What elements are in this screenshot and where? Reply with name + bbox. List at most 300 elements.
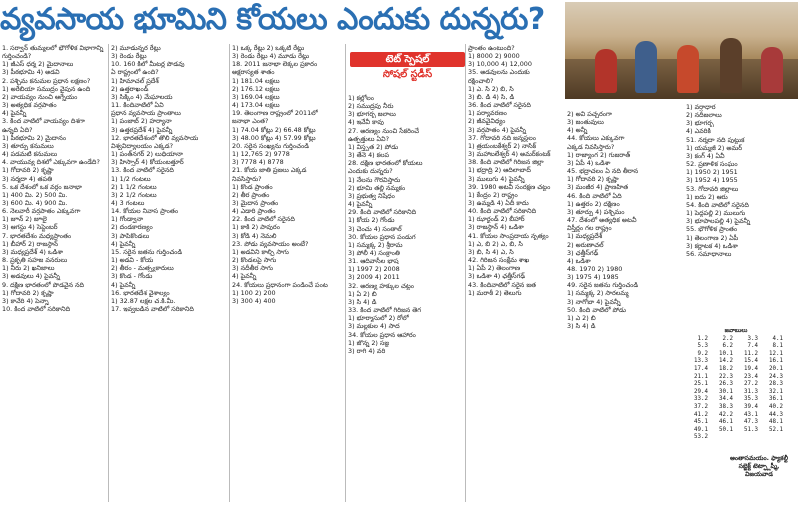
answer-row xyxy=(686,404,786,412)
question-line: 17. ఇవ్వబడిన వాటిలో సరికానిది xyxy=(111,305,194,313)
answer-cell: 41.2 xyxy=(694,411,708,418)
headline-text: వ్యవసాయ భూమిని కోయలు ఎందుకు దున్నరు? xyxy=(0,2,545,37)
question-line: 3) రాజస్థాన్ 4) ఒడిశా xyxy=(468,223,524,232)
answer-cell: 50.1 xyxy=(719,426,733,433)
question-line: 32. అరణ్య హక్కుల చట్టం xyxy=(348,281,415,290)
question-line: 1) పంత్‌నగర్ 2) లుధియానా xyxy=(111,150,183,159)
badge-line2: సోషల్ స్టడీస్ xyxy=(382,69,433,80)
photo-figure xyxy=(761,47,783,93)
answer-cell: 12.1 xyxy=(769,350,783,357)
question-line: 20. సరైన సంఖ్యను గుర్తించండి xyxy=(232,141,309,150)
answer-cell: 48.1 xyxy=(769,419,783,426)
question-line: రక్షించాలి? xyxy=(468,76,494,85)
question-line: 3) తేనె 4) కలప xyxy=(348,151,390,160)
question-line: 2) సముద్రపు నీరు xyxy=(348,102,394,111)
question-line: 1) ఏ 2) బి xyxy=(348,289,377,298)
answer-row xyxy=(686,434,786,442)
answer-row xyxy=(686,366,786,374)
question-line: 3) 300 4) 400 xyxy=(232,296,276,305)
question-line: 3. కింద వాటిలో వాయవ్యం దిశగా xyxy=(2,117,85,126)
question-line: 3) చెంచు 4) సంతాల్ xyxy=(348,224,402,233)
question-line: 1) గోదావరి 2) కృష్ణా xyxy=(2,166,54,175)
question-line: 49. సరైన జతను గుర్తించండి xyxy=(567,281,639,290)
question-line: 1) కాకి 2) పావురం xyxy=(232,223,280,232)
question-line: 55. భౌగోళిక ప్రాంతం xyxy=(686,225,738,234)
question-line: 3) ఛత్తీస్‌గఢ్ xyxy=(567,248,599,257)
question-line: ఎక్కడ నివసిస్తారు? xyxy=(567,142,615,151)
question-line: 3) భూగర్భ xyxy=(686,119,714,128)
answer-row xyxy=(686,343,786,351)
question-line: 1) ఎ, బి 2) ఎ, బి, సి xyxy=(468,239,523,248)
answer-cell: 26.3 xyxy=(719,381,733,388)
answer-row xyxy=(686,412,786,420)
question-line: 3) 2009 4) 2011 xyxy=(348,273,400,282)
credit-line: సబ్జెక్ట్ టెట్ఫ్లాష్మీ, xyxy=(738,463,780,470)
question-line: 3) 2 1/2 గంటలు xyxy=(111,190,157,199)
question-line: 3) రెండు రేట్లు xyxy=(111,52,147,61)
answer-cell: 2.2 xyxy=(722,335,733,342)
answer-cell: 22.3 xyxy=(719,373,733,380)
question-column-2 xyxy=(111,44,228,502)
question-line: 2) తీరం - మత్స్యకారులు xyxy=(111,264,174,273)
question-line: 4) పైవన్నీ xyxy=(111,239,136,248)
question-line: 36. కింద వాటిలో సరైనది xyxy=(468,101,531,110)
answer-cell: 29.4 xyxy=(694,388,708,395)
question-line: 24. కోయలు ప్రధానంగా పండించే పంట xyxy=(232,280,328,289)
question-line: 4) అన్నీ xyxy=(567,126,588,135)
question-line: 2) భూమి తల్లి నమ్మకం xyxy=(348,183,406,192)
question-line: 1) 100 2) 200 xyxy=(232,288,276,297)
question-line: 1) అరేబియా సముద్రం వైపున ఉంది xyxy=(2,84,91,93)
question-line: 46. కింది వాటిలో ఏది xyxy=(567,191,622,200)
question-line: 38. కింది వాటిలో గిరిజన జిల్లా xyxy=(468,158,544,167)
question-line: 3) తూర్పు కనుమలు xyxy=(2,141,54,150)
question-line: 3) తూర్పు 4) పశ్చిమం xyxy=(567,207,625,216)
question-line: 1) 181.04 లక్షలు xyxy=(232,76,280,85)
question-line: 41. కోయల సాంప్రదాయ నృత్యం xyxy=(468,231,549,240)
question-line: విశ్వవిద్యాలయం ఎక్కడ? xyxy=(111,141,174,150)
answer-cell: 47.3 xyxy=(744,419,758,426)
answer-cell: 8.1 xyxy=(772,343,783,350)
answer-row xyxy=(686,427,786,435)
question-line: 31. ఆదివాసీల భాష xyxy=(348,257,399,266)
question-line: 3) 600 మి. 4) 900 మి. xyxy=(2,198,68,207)
question-line: 19. తెలంగాణ రాష్ట్రంలో 2011లో xyxy=(232,109,318,118)
question-line: 1) భూర్మాసులో 2) రోలో xyxy=(348,314,409,323)
answer-cell: 25.1 xyxy=(694,381,708,388)
question-line: 3) కర్ణాటక 4) ఒడిశా xyxy=(686,241,738,250)
question-line: 7. భారతదేశం మధ్యప్రాంతం xyxy=(2,231,72,240)
question-line: 30. కోయల ప్రధాన పండుగ xyxy=(348,232,416,241)
question-line: 2. పశ్చిమ కనుమల ప్రధాన లక్షణం? xyxy=(2,76,91,85)
question-line: 47. దేశంలో అత్యధిక అటవీ xyxy=(567,216,637,225)
question-line: 1) నేలను గౌరవిస్తారు xyxy=(348,175,401,184)
answer-cell: 49.1 xyxy=(694,426,708,433)
answer-cell: 14.2 xyxy=(719,358,733,365)
author-credit xyxy=(720,455,798,479)
question-line: 3) బి, సి 4) ఎ, సి xyxy=(468,247,514,256)
question-line: 42. గిరిజన సంక్షేమ శాఖ xyxy=(468,256,530,265)
question-line: 1. సర్వాన్ తుమ్మలలో భౌగోళిక విభాగాన్ని xyxy=(2,44,104,52)
question-line: 2) జీవవైవిధ్యం xyxy=(468,117,506,126)
question-line: 50. కింది వాటిలో పోడు xyxy=(567,305,626,314)
question-line: 3) ఏపీ 4) ఒడిశా xyxy=(567,158,611,167)
answer-cell: 3.3 xyxy=(747,335,758,342)
question-line: 1) భద్రాద్రి 2) ఆదిలాబాద్ xyxy=(468,166,531,175)
question-line: 4) పైవన్నీ xyxy=(111,280,136,289)
question-line: 3) బి. డి 4) సి, డి xyxy=(468,92,515,101)
answer-row xyxy=(686,396,786,404)
question-line: 4) పడమటి కనుమలు xyxy=(2,150,58,159)
answer-cell: 38.3 xyxy=(719,403,733,410)
answer-cell: 23.4 xyxy=(744,373,758,380)
question-line: 40. కింది వాటిలో సరికానిది xyxy=(468,207,537,216)
photo-figure xyxy=(720,38,742,93)
answer-cell: 10.1 xyxy=(719,350,733,357)
question-line: 3) కోడి 4) నెమలి xyxy=(232,231,277,240)
answer-cell: 33.2 xyxy=(694,396,708,403)
answer-cell: 51.3 xyxy=(744,426,758,433)
question-line: 1) 74.04 కోట్లు 2) 66.48 కోట్లు xyxy=(232,125,316,134)
question-line: 3) ఉమ్మడి 4) ఏదీ కాదు xyxy=(468,198,529,207)
answer-table xyxy=(686,328,786,442)
question-line: 3) సిక్కిం 4) మేఘాలయ xyxy=(111,92,173,101)
question-line: 3) ఉత్తరప్రదేశ్ 4) పైవన్నీ xyxy=(111,125,173,134)
column-divider xyxy=(108,44,109,502)
question-line: 4. వాయువ్య దిశలో ఎక్కువగా ఉండేది? xyxy=(2,158,100,167)
question-line: 1) నీరు 2) ఖనిజాలు xyxy=(2,264,55,273)
column-divider xyxy=(229,44,230,502)
question-line: 2) అరుణాచల్ xyxy=(567,240,604,249)
question-line: 1) పెద్దపల్లి 2) ములుగు xyxy=(686,209,746,218)
question-line: 3) మధ్యప్రదేశ్ 4) ఒడిశా xyxy=(2,247,63,256)
answer-row xyxy=(686,419,786,427)
question-line: 1) రాజ్యాంగ 2) గుజరాత్ xyxy=(567,150,631,159)
question-line: 28. దక్షిణ భారతంలో కోయలు xyxy=(348,159,423,168)
answer-cell: 5.3 xyxy=(697,343,708,350)
answer-cell: 44.3 xyxy=(769,411,783,418)
answer-cell: 13.3 xyxy=(694,358,708,365)
question-line: 3) 1952 4) 1955 xyxy=(686,176,738,185)
answer-cell: 52.1 xyxy=(769,426,783,433)
question-line: 1) ఒక్క రేట్లు 2) ఒక్కటి రేట్లు xyxy=(232,44,305,52)
question-line: 1) విస్తృత 2) పోడు xyxy=(348,142,399,151)
answer-cell: 15.4 xyxy=(744,358,758,365)
question-line: 3) సి 4) డి xyxy=(348,297,377,306)
answer-cell: 27.2 xyxy=(744,381,758,388)
question-line: 3) రెండు రేట్లు 4) మూడు రేట్లు xyxy=(232,52,310,61)
answer-cell: 17.4 xyxy=(694,365,708,372)
question-line: 1) బీహార్ 2) రాజస్థాన్ xyxy=(2,239,59,248)
answer-cell: 45.1 xyxy=(694,419,708,426)
question-line: 45. భద్రాచలం ఏ నది తీరాన xyxy=(567,167,639,176)
answer-cell: 53.2 xyxy=(694,434,708,441)
answer-cell: 43.1 xyxy=(744,411,758,418)
question-line: 4) ఇవేవీ కావు xyxy=(348,118,384,127)
answer-cell: 40.2 xyxy=(769,403,783,410)
question-line: 1) 8000 2) 9000 xyxy=(468,52,520,61)
question-line: 3) అత్యధిక వర్షపాతం xyxy=(2,101,57,110)
question-line: 1) 32.87 లక్షల చ.కి.మీ. xyxy=(111,296,176,305)
question-line: 1) కోయ 2) గోండు xyxy=(348,216,395,225)
question-line: 1) ఏపీ 2) తెలంగాణ xyxy=(468,264,521,273)
answer-cell: 35.3 xyxy=(744,396,758,403)
question-line: 29. కింది వాటిలో సరికానిది xyxy=(348,208,417,217)
badge-line1: టెట్ స్పెషల్ xyxy=(350,52,465,67)
question-line: ఎందుకు దున్నరు? xyxy=(348,167,393,176)
question-line: 22. కింద వాటిలో సరైనది xyxy=(232,215,295,224)
question-line: 3) ఆగస్టు 4) సెప్టెంబర్ xyxy=(2,223,58,232)
question-line: 1) 1950 2) 1951 xyxy=(686,168,738,177)
question-line: 5. ఒక దేశంలో ఒక వర్గం జనాభా xyxy=(2,182,82,191)
question-line: 4) ఒడిశా xyxy=(567,256,591,265)
question-line: 3) భూగర్భ జలాలు xyxy=(348,110,396,119)
question-line: 3) పోలీ 4) సంక్రాంతి xyxy=(348,248,400,257)
answer-cell: 31.3 xyxy=(744,388,758,395)
answer-cell: 37.2 xyxy=(694,403,708,410)
question-line: జనాభా ఎంత? xyxy=(232,117,269,126)
question-column-1 xyxy=(2,44,107,502)
question-line: 1) అడవి - కోయ xyxy=(111,256,154,265)
question-line: 1) పంజాబ్ 2) హర్యానా xyxy=(111,117,172,126)
question-line: 3) అడవులు 4) పైవన్నీ xyxy=(2,272,60,281)
answer-cell: 9.2 xyxy=(697,350,708,357)
answer-cell: 6.2 xyxy=(722,343,733,350)
question-line: 13. కింద వాటిలో సరైనది xyxy=(111,166,174,175)
question-column-6 xyxy=(567,110,681,502)
answer-cell: 18.2 xyxy=(719,365,733,372)
question-line: 6. నెలవారీ వర్షపాతం ఎక్కువగా xyxy=(2,207,81,216)
question-line: 18. 2011 జనాభా లెక్కల ప్రకారం xyxy=(232,60,318,69)
answer-row xyxy=(686,358,786,366)
question-line: 4) 173.04 లక్షలు xyxy=(232,101,280,110)
question-line: 2) మూడున్నర రేట్లు xyxy=(111,44,161,52)
question-line: 3) హిస్సార్ 4) కోయంబత్తూర్ xyxy=(111,158,184,167)
credit-line: విజయవాడ xyxy=(745,471,773,478)
question-line: 2) నదీజలాలు xyxy=(686,111,722,120)
question-line: 1) సమ్మక్క 2) శ్రీరామ xyxy=(348,240,403,249)
question-line: అక్షరాస్యత శాతం xyxy=(232,68,275,77)
question-line: 4) ఎవరికి xyxy=(686,127,711,136)
question-line: 1) పీఠభూమి 2) మైదానం xyxy=(2,133,67,142)
question-line: 4) పైవన్నీ xyxy=(2,109,27,118)
question-line: 1) మధ్యప్రదేశ్ xyxy=(567,232,603,241)
question-column-4 xyxy=(348,94,464,502)
answer-cell: 16.1 xyxy=(769,358,783,365)
question-line: 34. కోయల ప్రధాన ఆహారం xyxy=(348,330,416,339)
question-line: 1) జీఎస్ ధర్మ 2) మైదానాలు xyxy=(2,60,74,69)
question-line: 11. కిందివాటిలో ఏవి xyxy=(111,101,164,110)
question-line: 1) 1997 2) 2008 xyxy=(348,265,400,274)
answer-cell: 21.1 xyxy=(694,373,708,380)
question-line: 56. సమాధానాలు xyxy=(686,249,732,258)
question-line: 2) 1 1/2 గంటలు xyxy=(111,182,157,191)
question-line: ప్రాంతం ఉంటుంది? xyxy=(468,44,515,52)
answer-row xyxy=(686,351,786,359)
answer-cell xyxy=(736,434,761,442)
answer-cell xyxy=(761,434,786,442)
question-line: 3) పాపికొండలు xyxy=(111,231,150,240)
question-line: 1) గోండ్వానా xyxy=(111,215,144,224)
question-column-3 xyxy=(232,44,344,502)
question-line: 3) ములుగు 4) పైవన్నీ xyxy=(468,174,525,183)
question-line: 33. కింద వాటిలో గిరిజన తెగ xyxy=(348,306,421,315)
answer-cell: 36.1 xyxy=(769,396,783,403)
answer-cell: 32.1 xyxy=(769,388,783,395)
answer-cell: 20.1 xyxy=(769,365,783,372)
answer-row xyxy=(686,374,786,382)
question-line: 3) పీఠభూమి 4) అడవి xyxy=(2,68,60,77)
answer-cell: 30.1 xyxy=(719,388,733,395)
answer-cell: 39.4 xyxy=(744,403,758,410)
answer-cell: 28.3 xyxy=(769,381,783,388)
question-line: 1) 12,765 2) 9778 xyxy=(232,150,290,159)
answer-table-title: జవాబులు xyxy=(724,328,748,334)
question-line: 1) ఝార్ఖండ్ 2) బీహార్ xyxy=(468,215,525,224)
question-line: 1) త్రయంబకేశ్వర్ 2) నాసిక్ xyxy=(468,141,537,150)
answer-cell: 1.2 xyxy=(697,335,708,342)
question-line: 37. గోదావరి నది జన్మస్థలం xyxy=(468,133,537,142)
question-line: గుర్తించండి? xyxy=(2,52,32,61)
question-line: 3) 10,000 4) 12,000 xyxy=(468,60,532,69)
question-line: 3) సి 4) డి xyxy=(567,322,596,331)
question-line: నివసిస్తారు? xyxy=(232,174,262,183)
question-line: 1) కేంద్రం 2) రాష్ట్రం xyxy=(468,190,518,199)
question-line: 3) 1975 4) 1985 xyxy=(567,273,619,282)
credit-line: అంతాసమయం. ఫ్యాకల్టీ xyxy=(729,455,789,462)
answer-cell: 46.1 xyxy=(719,419,733,426)
question-line: ప్రధాన వ్యవసాయ ప్రాంతాలు xyxy=(111,109,181,118)
question-line: ఏ రాష్ట్రంలో ఉంది? xyxy=(111,68,159,77)
question-column-5 xyxy=(468,44,563,502)
column-divider xyxy=(465,44,466,502)
question-line: 1) కల్లోలం xyxy=(348,94,375,102)
answer-rows xyxy=(686,336,786,442)
question-line: 1) సమ్మక్క 2) సారలమ్మ xyxy=(567,289,629,298)
question-line: 3) జంతువులు xyxy=(567,118,604,127)
question-line: 3) మైదాన ప్రాంతం xyxy=(232,198,279,207)
question-line: 8. ప్రకృతి సహజ వనరులు xyxy=(2,256,68,265)
topic-badge xyxy=(350,52,465,90)
question-line: 43. కిందివాటిలో సరైన జత xyxy=(468,280,536,289)
question-line: 2) 176.12 లక్షలు xyxy=(232,84,280,93)
question-line: 1) అడవిని కాల్చి సాగు xyxy=(232,247,289,256)
question-line: 2) వాయవ్యం నుంచి ఆగ్నేయం xyxy=(2,92,78,101)
question-line: 1) ఐదు 2) ఆరు xyxy=(686,192,728,201)
question-line: ఉత్పత్తులు ఏవి? xyxy=(348,134,389,143)
answer-cell: 19.4 xyxy=(744,365,758,372)
question-line: 1) జొన్న 2) సజ్జ xyxy=(348,338,390,347)
question-line: 1) వర్షాధార xyxy=(686,103,716,111)
answer-cell: 11.2 xyxy=(744,350,758,357)
question-line: 3) కావేరి 4) పెన్నా xyxy=(2,296,49,305)
question-line: 54. కింది వాటిలో సరైనది xyxy=(686,200,749,209)
question-line: 21. కోయ జాతి ప్రజలు ఎక్కడ xyxy=(232,166,307,175)
question-line: 51. నర్మదా నది పుట్టుక xyxy=(686,135,745,144)
question-line: 3) నదీతీర సాగు xyxy=(232,264,273,273)
question-line: ఉన్నది ఏది? xyxy=(2,125,33,134)
question-line: 3) ఒడిశా 4) ఛత్తీస్‌గఢ్ xyxy=(468,272,526,281)
question-line: 12. భారతదేశంలో తొలి వ్యవసాయ xyxy=(111,133,199,142)
question-line: 10. కింద వాటిలో సరికానిది xyxy=(2,305,71,313)
question-line: 2) ఉత్తరాఖండ్ xyxy=(111,84,149,93)
question-line: 1) ఎ 2) బి xyxy=(567,313,596,322)
question-line: 3) భూపాలపల్లి 4) పైవన్నీ xyxy=(686,217,751,226)
question-line: విస్తీర్ణం గల రాష్ట్రం xyxy=(567,224,612,233)
question-line: 1) ఉత్తరం 2) దక్షిణం xyxy=(567,199,620,208)
question-line: 1) గోదావరి 2) కృష్ణా xyxy=(2,288,54,297)
question-line: 35. అడవులను ఎందుకు xyxy=(468,68,530,77)
question-line: 1) యమ్మజీ 2) అమర్ xyxy=(686,143,743,152)
question-line: 2) కొండలపై సాగు xyxy=(232,256,277,265)
question-line: 3) మల్లకుల 4) సాద xyxy=(348,322,400,331)
photo-figure xyxy=(635,41,657,93)
question-line: 4) 3 గంటలు xyxy=(111,198,145,207)
question-line: 3) నర్మదా 4) తపతి xyxy=(2,174,53,183)
question-line: 3) 169.04 లక్షలు xyxy=(232,92,280,101)
question-line: 15. సరైన జతను గుర్తించండి xyxy=(111,247,183,256)
question-line: 53. గోదావరి జిల్లాలు xyxy=(686,184,739,193)
question-line: 4) పైవన్నీ xyxy=(348,200,373,209)
headline xyxy=(0,0,560,42)
question-line: 1) హిమాచల్ ప్రదేశ్ xyxy=(111,76,159,85)
question-line: 4) ఎడారి ప్రాంతం xyxy=(232,207,276,216)
answer-cell: 7.4 xyxy=(747,343,758,350)
question-line: 1) గోదావరి 2) కృష్ణా xyxy=(567,175,619,184)
question-line: 9. దక్షిణ భారతంలో పొడవైన నది xyxy=(2,280,85,289)
question-line: 1) తెలంగాణ 2) ఏపీ xyxy=(686,233,739,242)
question-line: 3) రాగి 4) వరి xyxy=(348,346,386,355)
column-divider xyxy=(345,44,346,502)
answer-row xyxy=(686,389,786,397)
photo-figure xyxy=(595,49,617,93)
question-line: 39. 1980 అటవీ సంరక్షణ చట్టం xyxy=(468,182,551,191)
question-line: 3) మంజీర 4) ప్రాణహిత xyxy=(567,183,629,192)
question-line: 10. 160 కిలో మీటర్ల పొడవు xyxy=(111,60,185,69)
question-line: 3) కొండ - గోండు xyxy=(111,272,153,281)
question-line: 16. భారతదేశ వైశాల్యం xyxy=(111,288,170,297)
answer-cell: 24.3 xyxy=(769,373,783,380)
answer-row xyxy=(686,381,786,389)
question-line: 4) పైవన్నీ xyxy=(232,272,257,281)
question-line: 2) తీర ప్రాంతం xyxy=(232,190,270,199)
question-line: 2) అవి పచ్చరంగా xyxy=(567,110,612,118)
answer-cell: 34.4 xyxy=(719,396,733,403)
question-line: 3) 7778 4) 8778 xyxy=(232,158,284,167)
answer-cell xyxy=(711,434,736,442)
question-line: 1) మరాఠీ 2) తెలుగు xyxy=(468,288,522,297)
photo-figure xyxy=(677,45,699,93)
question-line: 27. అరణ్యం నుంచి సేకరించే xyxy=(348,126,420,135)
question-line: 23. పోడు వ్యవసాయం అంటే? xyxy=(232,239,309,248)
question-column-7 xyxy=(686,103,798,325)
question-line: 3) నాగోబా 4) పైవన్నీ xyxy=(567,297,621,306)
answer-cell: 42.2 xyxy=(719,411,733,418)
question-line: 44. కోయలు ఎక్కువగా xyxy=(567,134,625,143)
question-line: 2) దండకారణ్యం xyxy=(111,223,153,232)
question-line: 14. కోయల నివాస ప్రాంతం xyxy=(111,207,179,216)
question-line: 52. ప్రణాళిక సంఘం xyxy=(686,160,738,169)
answer-cell: 4.1 xyxy=(772,335,783,342)
question-line: 3) కంగ్ 4) ఏవీ xyxy=(686,151,725,160)
question-line: 1) 1/2 గంటలు xyxy=(111,174,151,183)
question-line: 3) వర్షపాతం 4) పైవన్నీ xyxy=(468,125,527,134)
question-line: 1) జూన్ 2) జూలై xyxy=(2,215,47,224)
farm-photo xyxy=(565,2,798,99)
question-line: 1) కొండ ప్రాంతం xyxy=(232,182,273,191)
question-line: 3) 48.00 కోట్లు 4) 57.99 కోట్లు xyxy=(232,133,316,142)
answer-row xyxy=(686,336,786,344)
